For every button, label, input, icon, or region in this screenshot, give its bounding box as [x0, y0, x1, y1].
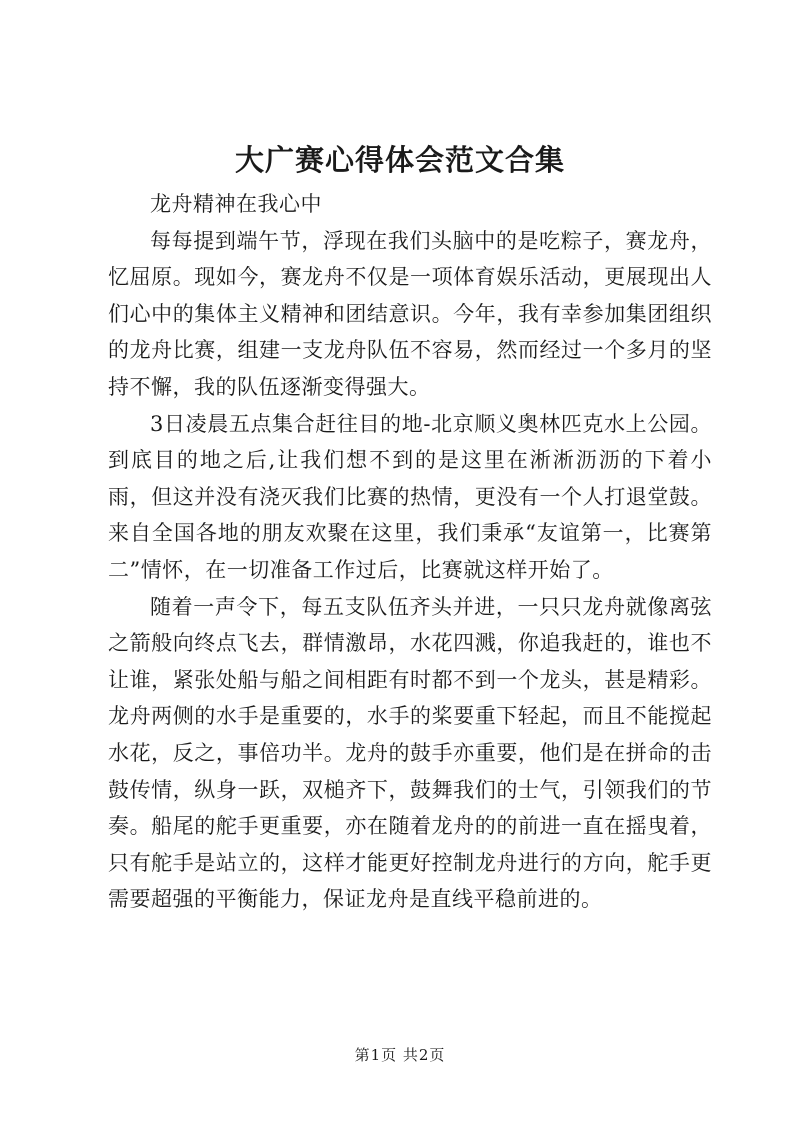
- section-subtitle: 龙舟精神在我心中: [150, 192, 322, 216]
- body-paragraph-1: 每每提到端午节，浮现在我们头脑中的是吃粽子，赛龙舟，忆屈原。现如今，赛龙舟不仅是一项体育娱乐活动，更展现出人们心中的集体主义精神和团结意识。今年，我有幸参加集团组织的龙舟比赛，组建一支龙舟队伍不容易，然而经过一个多月的坚持不懈，我的队伍逐渐变得强大。: [108, 228, 712, 399]
- page-number-footer: 第1页 共2页: [354, 1046, 446, 1064]
- document-title: 大广赛心得体会范文合集: [234, 143, 565, 177]
- body-paragraph-2: 3日凌晨五点集合赶往目的地-北京顺义奥林匹克水上公园。到底目的地之后,让我们想不到的是这里在淅淅沥沥的下着小雨，但这并没有浇灭我们比赛的热情，更没有一个人打退堂鼓。来自全国各地的朋友欢聚在这里，我们秉承“友谊第一，比赛第二”情怀，在一切准备工作过后，比赛就这样开始了。: [108, 411, 712, 582]
- body-paragraph-3: 随着一声令下，每五支队伍齐头并进，一只只龙舟就像离弦之箭般向终点飞去，群情激昂，水花四溅，你追我赶的，谁也不让谁，紧张处船与船之间相距有时都不到一个龙头，甚是精彩。龙舟两侧的水手是重要的，水手的桨要重下轻起，而且不能搅起水花，反之，事倍功半。龙舟的鼓手亦重要，他们是在拼命的击鼓传情，纵身一跃，双槌齐下，鼓舞我们的士气，引领我们的节奏。船尾的舵手更重要，亦在随着龙舟的的前进一直在摇曳着，只有舵手是站立的，这样才能更好控制龙舟进行的方向，舵手更需要超强的平衡能力，保证龙舟是直线平稳前进的。: [108, 594, 712, 912]
- document-body: [108, 186, 712, 918]
